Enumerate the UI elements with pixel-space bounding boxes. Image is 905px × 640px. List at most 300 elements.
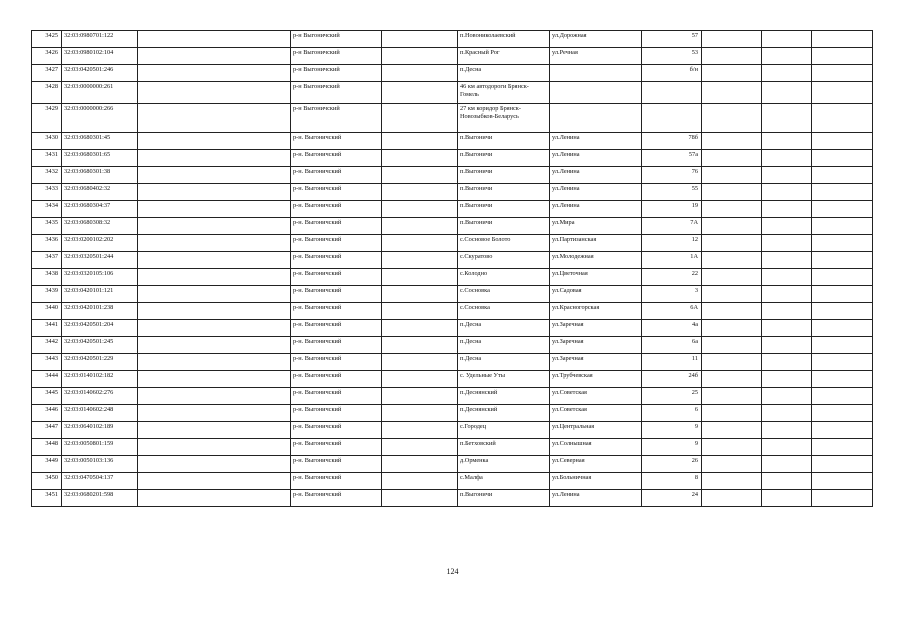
empty-cell xyxy=(812,473,873,490)
row-number-cell: 3425 xyxy=(32,31,62,48)
row-number-cell: 3451 xyxy=(32,490,62,507)
cadastral-number-cell: 32:03:0680308:32 xyxy=(62,218,138,235)
cadastral-number-cell: 32:03:0320105:106 xyxy=(62,269,138,286)
page-number: 124 xyxy=(446,567,459,576)
empty-cell xyxy=(138,252,291,269)
row-number-cell: 3450 xyxy=(32,473,62,490)
empty-cell xyxy=(702,201,762,218)
empty-cell xyxy=(762,388,812,405)
empty-cell xyxy=(762,269,812,286)
empty-cell xyxy=(812,184,873,201)
district-cell: р-н. Выгоничский xyxy=(291,286,382,303)
empty-cell xyxy=(138,31,291,48)
locality-cell: п.Выгоничи xyxy=(458,490,550,507)
district-cell: р-н. Выгоничский xyxy=(291,354,382,371)
table-row xyxy=(32,490,873,507)
empty-cell xyxy=(812,286,873,303)
empty-cell xyxy=(812,303,873,320)
row-number-cell: 3439 xyxy=(32,286,62,303)
table-row xyxy=(32,133,873,150)
empty-cell xyxy=(702,48,762,65)
empty-cell xyxy=(382,439,458,456)
street-cell: ул.Солнышная xyxy=(550,439,642,456)
house-number-cell: 11 xyxy=(642,354,702,371)
empty-cell xyxy=(138,490,291,507)
empty-cell xyxy=(762,490,812,507)
empty-cell xyxy=(762,371,812,388)
empty-cell xyxy=(138,439,291,456)
cadastral-number-cell: 32:03:0140602:276 xyxy=(62,388,138,405)
district-cell: р-н. Выгоничский xyxy=(291,218,382,235)
street-cell: ул.Цветочная xyxy=(550,269,642,286)
empty-cell xyxy=(762,320,812,337)
house-number-cell: б/н xyxy=(642,65,702,82)
row-number-cell: 3427 xyxy=(32,65,62,82)
empty-cell xyxy=(138,235,291,252)
district-cell: р-н. Выгоничский xyxy=(291,252,382,269)
empty-cell xyxy=(702,65,762,82)
empty-cell xyxy=(702,405,762,422)
empty-cell xyxy=(812,269,873,286)
table-row xyxy=(32,104,873,133)
district-cell: р-н. Выгоничский xyxy=(291,235,382,252)
table-row xyxy=(32,167,873,184)
empty-cell xyxy=(812,354,873,371)
empty-cell xyxy=(702,184,762,201)
empty-cell xyxy=(702,286,762,303)
empty-cell xyxy=(702,104,762,133)
cadastral-number-cell: 32:03:0140102:182 xyxy=(62,371,138,388)
empty-cell xyxy=(762,167,812,184)
table-row xyxy=(32,303,873,320)
street-cell: ул.Дорожная xyxy=(550,31,642,48)
cadastral-number-cell: 32:03:0680301:65 xyxy=(62,150,138,167)
empty-cell xyxy=(812,371,873,388)
row-number-cell: 3441 xyxy=(32,320,62,337)
street-cell: ул.Ленина xyxy=(550,184,642,201)
locality-cell: п.Выгоничи xyxy=(458,184,550,201)
row-number-cell: 3447 xyxy=(32,422,62,439)
district-cell: р-н. Выгоничский xyxy=(291,303,382,320)
house-number-cell xyxy=(642,104,702,133)
house-number-cell: 6А xyxy=(642,303,702,320)
street-cell: ул.Партизанская xyxy=(550,235,642,252)
cadastral-number-cell: 32:03:0200102:202 xyxy=(62,235,138,252)
empty-cell xyxy=(812,320,873,337)
empty-cell xyxy=(382,405,458,422)
table-row xyxy=(32,286,873,303)
empty-cell xyxy=(702,456,762,473)
cadastral-number-cell: 32:03:0050801:159 xyxy=(62,439,138,456)
empty-cell xyxy=(762,252,812,269)
empty-cell xyxy=(702,320,762,337)
street-cell: ул.Заречная xyxy=(550,337,642,354)
row-number-cell: 3449 xyxy=(32,456,62,473)
locality-cell: п.Десна xyxy=(458,65,550,82)
district-cell: р-н Выгоничский xyxy=(291,48,382,65)
house-number-cell xyxy=(642,82,702,104)
row-number-cell: 3429 xyxy=(32,104,62,133)
district-cell: р-н. Выгоничский xyxy=(291,473,382,490)
empty-cell xyxy=(812,405,873,422)
empty-cell xyxy=(702,490,762,507)
cadastral-number-cell: 32:03:0680201:598 xyxy=(62,490,138,507)
table-row xyxy=(32,388,873,405)
street-cell: ул.Трубчевская xyxy=(550,371,642,388)
locality-cell: п.Деснянский xyxy=(458,405,550,422)
cadastral-number-cell: 32:03:0000000:261 xyxy=(62,82,138,104)
empty-cell xyxy=(812,388,873,405)
empty-cell xyxy=(382,490,458,507)
cadastral-number-cell: 32:03:0470504:137 xyxy=(62,473,138,490)
house-number-cell: 26 xyxy=(642,456,702,473)
empty-cell xyxy=(382,337,458,354)
street-cell xyxy=(550,82,642,104)
empty-cell xyxy=(702,269,762,286)
empty-cell xyxy=(138,218,291,235)
locality-cell: п.Выгоничи xyxy=(458,133,550,150)
cadastral-number-cell: 32:03:0420101:121 xyxy=(62,286,138,303)
row-number-cell: 3428 xyxy=(32,82,62,104)
street-cell: ул.Заречная xyxy=(550,354,642,371)
empty-cell xyxy=(762,48,812,65)
cadastral-number-cell: 32:03:0980102:104 xyxy=(62,48,138,65)
row-number-cell: 3426 xyxy=(32,48,62,65)
locality-cell: п.Красный Рог xyxy=(458,48,550,65)
empty-cell xyxy=(762,405,812,422)
street-cell: ул.Центральная xyxy=(550,422,642,439)
house-number-cell: 24б xyxy=(642,371,702,388)
table-row xyxy=(32,65,873,82)
cadastral-number-cell: 32:03:0000000:266 xyxy=(62,104,138,133)
house-number-cell: 76 xyxy=(642,167,702,184)
empty-cell xyxy=(138,269,291,286)
empty-cell xyxy=(762,201,812,218)
empty-cell xyxy=(382,269,458,286)
table-row xyxy=(32,252,873,269)
locality-cell: с.Скуратово xyxy=(458,252,550,269)
district-cell: р-н Выгоничский xyxy=(291,82,382,104)
house-number-cell: 55 xyxy=(642,184,702,201)
empty-cell xyxy=(382,388,458,405)
locality-cell: п.Выгоничи xyxy=(458,150,550,167)
empty-cell xyxy=(382,82,458,104)
cadastral-number-cell: 32:03:0420501:229 xyxy=(62,354,138,371)
table-row xyxy=(32,184,873,201)
district-cell: р-н. Выгоничский xyxy=(291,150,382,167)
empty-cell xyxy=(382,150,458,167)
cadastral-number-cell: 32:03:0680301:45 xyxy=(62,133,138,150)
empty-cell xyxy=(812,456,873,473)
empty-cell xyxy=(382,167,458,184)
empty-cell xyxy=(138,456,291,473)
street-cell: ул.Советская xyxy=(550,388,642,405)
empty-cell xyxy=(812,490,873,507)
empty-cell xyxy=(138,405,291,422)
empty-cell xyxy=(812,104,873,133)
house-number-cell: 6а xyxy=(642,337,702,354)
empty-cell xyxy=(762,286,812,303)
house-number-cell: 1А xyxy=(642,252,702,269)
empty-cell xyxy=(382,456,458,473)
house-number-cell: 25 xyxy=(642,388,702,405)
house-number-cell: 78б xyxy=(642,133,702,150)
row-number-cell: 3435 xyxy=(32,218,62,235)
table-row xyxy=(32,320,873,337)
empty-cell xyxy=(762,218,812,235)
empty-cell xyxy=(382,303,458,320)
locality-cell: п.Бетховский xyxy=(458,439,550,456)
empty-cell xyxy=(382,473,458,490)
locality-cell: п.Выгоничи xyxy=(458,218,550,235)
street-cell: ул.Ленина xyxy=(550,490,642,507)
house-number-cell: 57 xyxy=(642,31,702,48)
locality-cell: 46 км автодороги Брянск-Гомель xyxy=(458,82,550,104)
empty-cell xyxy=(812,218,873,235)
registry-table xyxy=(31,30,873,507)
document-page xyxy=(31,30,873,507)
house-number-cell: 8 xyxy=(642,473,702,490)
district-cell: р-н. Выгоничский xyxy=(291,167,382,184)
empty-cell xyxy=(702,31,762,48)
street-cell: ул.Красногорская xyxy=(550,303,642,320)
street-cell: ул.Ленина xyxy=(550,133,642,150)
district-cell: р-н. Выгоничский xyxy=(291,405,382,422)
empty-cell xyxy=(762,354,812,371)
empty-cell xyxy=(812,48,873,65)
table-row xyxy=(32,405,873,422)
house-number-cell: 19 xyxy=(642,201,702,218)
locality-cell: с.Сосновка xyxy=(458,303,550,320)
table-row xyxy=(32,354,873,371)
district-cell: р-н. Выгоничский xyxy=(291,201,382,218)
row-number-cell: 3434 xyxy=(32,201,62,218)
empty-cell xyxy=(382,133,458,150)
cadastral-number-cell: 32:03:0420501:245 xyxy=(62,337,138,354)
empty-cell xyxy=(138,303,291,320)
empty-cell xyxy=(382,184,458,201)
empty-cell xyxy=(762,104,812,133)
empty-cell xyxy=(138,65,291,82)
cadastral-number-cell: 32:03:0050103:136 xyxy=(62,456,138,473)
locality-cell: п.Десна xyxy=(458,337,550,354)
table-row xyxy=(32,82,873,104)
empty-cell xyxy=(138,150,291,167)
row-number-cell: 3442 xyxy=(32,337,62,354)
cadastral-number-cell: 32:03:0140602:248 xyxy=(62,405,138,422)
row-number-cell: 3438 xyxy=(32,269,62,286)
empty-cell xyxy=(382,218,458,235)
empty-cell xyxy=(702,303,762,320)
row-number-cell: 3430 xyxy=(32,133,62,150)
empty-cell xyxy=(762,82,812,104)
empty-cell xyxy=(702,218,762,235)
district-cell: р-н. Выгоничский xyxy=(291,439,382,456)
empty-cell xyxy=(702,371,762,388)
row-number-cell: 3440 xyxy=(32,303,62,320)
empty-cell xyxy=(702,167,762,184)
cadastral-number-cell: 32:03:0680402:32 xyxy=(62,184,138,201)
empty-cell xyxy=(138,388,291,405)
street-cell: ул.Больничная xyxy=(550,473,642,490)
table-row xyxy=(32,201,873,218)
house-number-cell: 57а xyxy=(642,150,702,167)
empty-cell xyxy=(762,235,812,252)
district-cell: р-н. Выгоничский xyxy=(291,133,382,150)
empty-cell xyxy=(762,439,812,456)
district-cell: р-н. Выгоничский xyxy=(291,456,382,473)
locality-cell: с.Сосновое Болото xyxy=(458,235,550,252)
empty-cell xyxy=(382,235,458,252)
locality-cell: п.Новониколаевский xyxy=(458,31,550,48)
empty-cell xyxy=(702,133,762,150)
empty-cell xyxy=(812,150,873,167)
house-number-cell: 7А xyxy=(642,218,702,235)
empty-cell xyxy=(138,201,291,218)
empty-cell xyxy=(138,167,291,184)
district-cell: р-н. Выгоничский xyxy=(291,490,382,507)
district-cell: р-н. Выгоничский xyxy=(291,269,382,286)
house-number-cell: 6 xyxy=(642,405,702,422)
empty-cell xyxy=(702,252,762,269)
empty-cell xyxy=(138,337,291,354)
district-cell: р-н. Выгоничский xyxy=(291,422,382,439)
row-number-cell: 3436 xyxy=(32,235,62,252)
district-cell: р-н. Выгоничский xyxy=(291,371,382,388)
empty-cell xyxy=(762,133,812,150)
row-number-cell: 3433 xyxy=(32,184,62,201)
empty-cell xyxy=(812,422,873,439)
table-row xyxy=(32,235,873,252)
locality-cell: п.Десна xyxy=(458,320,550,337)
table-row xyxy=(32,31,873,48)
empty-cell xyxy=(702,354,762,371)
street-cell: ул.Садовая xyxy=(550,286,642,303)
district-cell: р-н. Выгоничский xyxy=(291,337,382,354)
empty-cell xyxy=(702,82,762,104)
house-number-cell: 4а xyxy=(642,320,702,337)
street-cell: ул.Мира xyxy=(550,218,642,235)
empty-cell xyxy=(382,371,458,388)
locality-cell: д.Орменка xyxy=(458,456,550,473)
empty-cell xyxy=(702,439,762,456)
street-cell: ул.Молодежная xyxy=(550,252,642,269)
row-number-cell: 3444 xyxy=(32,371,62,388)
empty-cell xyxy=(762,31,812,48)
row-number-cell: 3446 xyxy=(32,405,62,422)
empty-cell xyxy=(702,473,762,490)
street-cell: ул.Заречная xyxy=(550,320,642,337)
empty-cell xyxy=(762,65,812,82)
district-cell: р-н. Выгоничский xyxy=(291,388,382,405)
row-number-cell: 3432 xyxy=(32,167,62,184)
empty-cell xyxy=(762,184,812,201)
empty-cell xyxy=(762,150,812,167)
house-number-cell: 24 xyxy=(642,490,702,507)
empty-cell xyxy=(138,184,291,201)
empty-cell xyxy=(812,82,873,104)
empty-cell xyxy=(702,150,762,167)
street-cell: ул.Ленина xyxy=(550,150,642,167)
empty-cell xyxy=(382,48,458,65)
locality-cell: с.Городец xyxy=(458,422,550,439)
table-row xyxy=(32,48,873,65)
empty-cell xyxy=(382,252,458,269)
empty-cell xyxy=(138,422,291,439)
district-cell: р-н. Выгоничский xyxy=(291,320,382,337)
empty-cell xyxy=(812,133,873,150)
empty-cell xyxy=(812,31,873,48)
street-cell: ул.Северная xyxy=(550,456,642,473)
cadastral-number-cell: 32:03:0680301:38 xyxy=(62,167,138,184)
table-row xyxy=(32,456,873,473)
locality-cell: п.Деснянский xyxy=(458,388,550,405)
empty-cell xyxy=(138,371,291,388)
locality-cell: с.Сосновка xyxy=(458,286,550,303)
district-cell: р-н. Выгоничский xyxy=(291,184,382,201)
table-row xyxy=(32,371,873,388)
row-number-cell: 3448 xyxy=(32,439,62,456)
empty-cell xyxy=(762,337,812,354)
empty-cell xyxy=(138,82,291,104)
empty-cell xyxy=(382,320,458,337)
table-row xyxy=(32,473,873,490)
empty-cell xyxy=(812,235,873,252)
cadastral-number-cell: 32:03:0420101:238 xyxy=(62,303,138,320)
table-row xyxy=(32,337,873,354)
empty-cell xyxy=(138,48,291,65)
table-body xyxy=(32,31,873,507)
empty-cell xyxy=(702,388,762,405)
house-number-cell: 3 xyxy=(642,286,702,303)
empty-cell xyxy=(812,65,873,82)
empty-cell xyxy=(138,320,291,337)
empty-cell xyxy=(138,104,291,133)
empty-cell xyxy=(382,65,458,82)
empty-cell xyxy=(762,303,812,320)
locality-cell: с.Колодно xyxy=(458,269,550,286)
street-cell: ул.Ленина xyxy=(550,167,642,184)
empty-cell xyxy=(382,422,458,439)
empty-cell xyxy=(138,133,291,150)
locality-cell: 27 км коридор Брянск-Новозыбков-Беларусь xyxy=(458,104,550,133)
empty-cell xyxy=(702,235,762,252)
empty-cell xyxy=(382,201,458,218)
empty-cell xyxy=(702,337,762,354)
house-number-cell: 22 xyxy=(642,269,702,286)
empty-cell xyxy=(762,422,812,439)
row-number-cell: 3445 xyxy=(32,388,62,405)
street-cell xyxy=(550,104,642,133)
empty-cell xyxy=(382,31,458,48)
empty-cell xyxy=(812,252,873,269)
row-number-cell: 3437 xyxy=(32,252,62,269)
street-cell: ул.Советская xyxy=(550,405,642,422)
empty-cell xyxy=(138,473,291,490)
row-number-cell: 3443 xyxy=(32,354,62,371)
empty-cell xyxy=(138,286,291,303)
empty-cell xyxy=(812,167,873,184)
locality-cell: с. Удельные Уты xyxy=(458,371,550,388)
house-number-cell: 12 xyxy=(642,235,702,252)
empty-cell xyxy=(812,337,873,354)
house-number-cell: 53 xyxy=(642,48,702,65)
empty-cell xyxy=(702,422,762,439)
table-row xyxy=(32,422,873,439)
locality-cell: п.Выгоничи xyxy=(458,167,550,184)
cadastral-number-cell: 32:03:0420501:246 xyxy=(62,65,138,82)
street-cell: ул.Речная xyxy=(550,48,642,65)
